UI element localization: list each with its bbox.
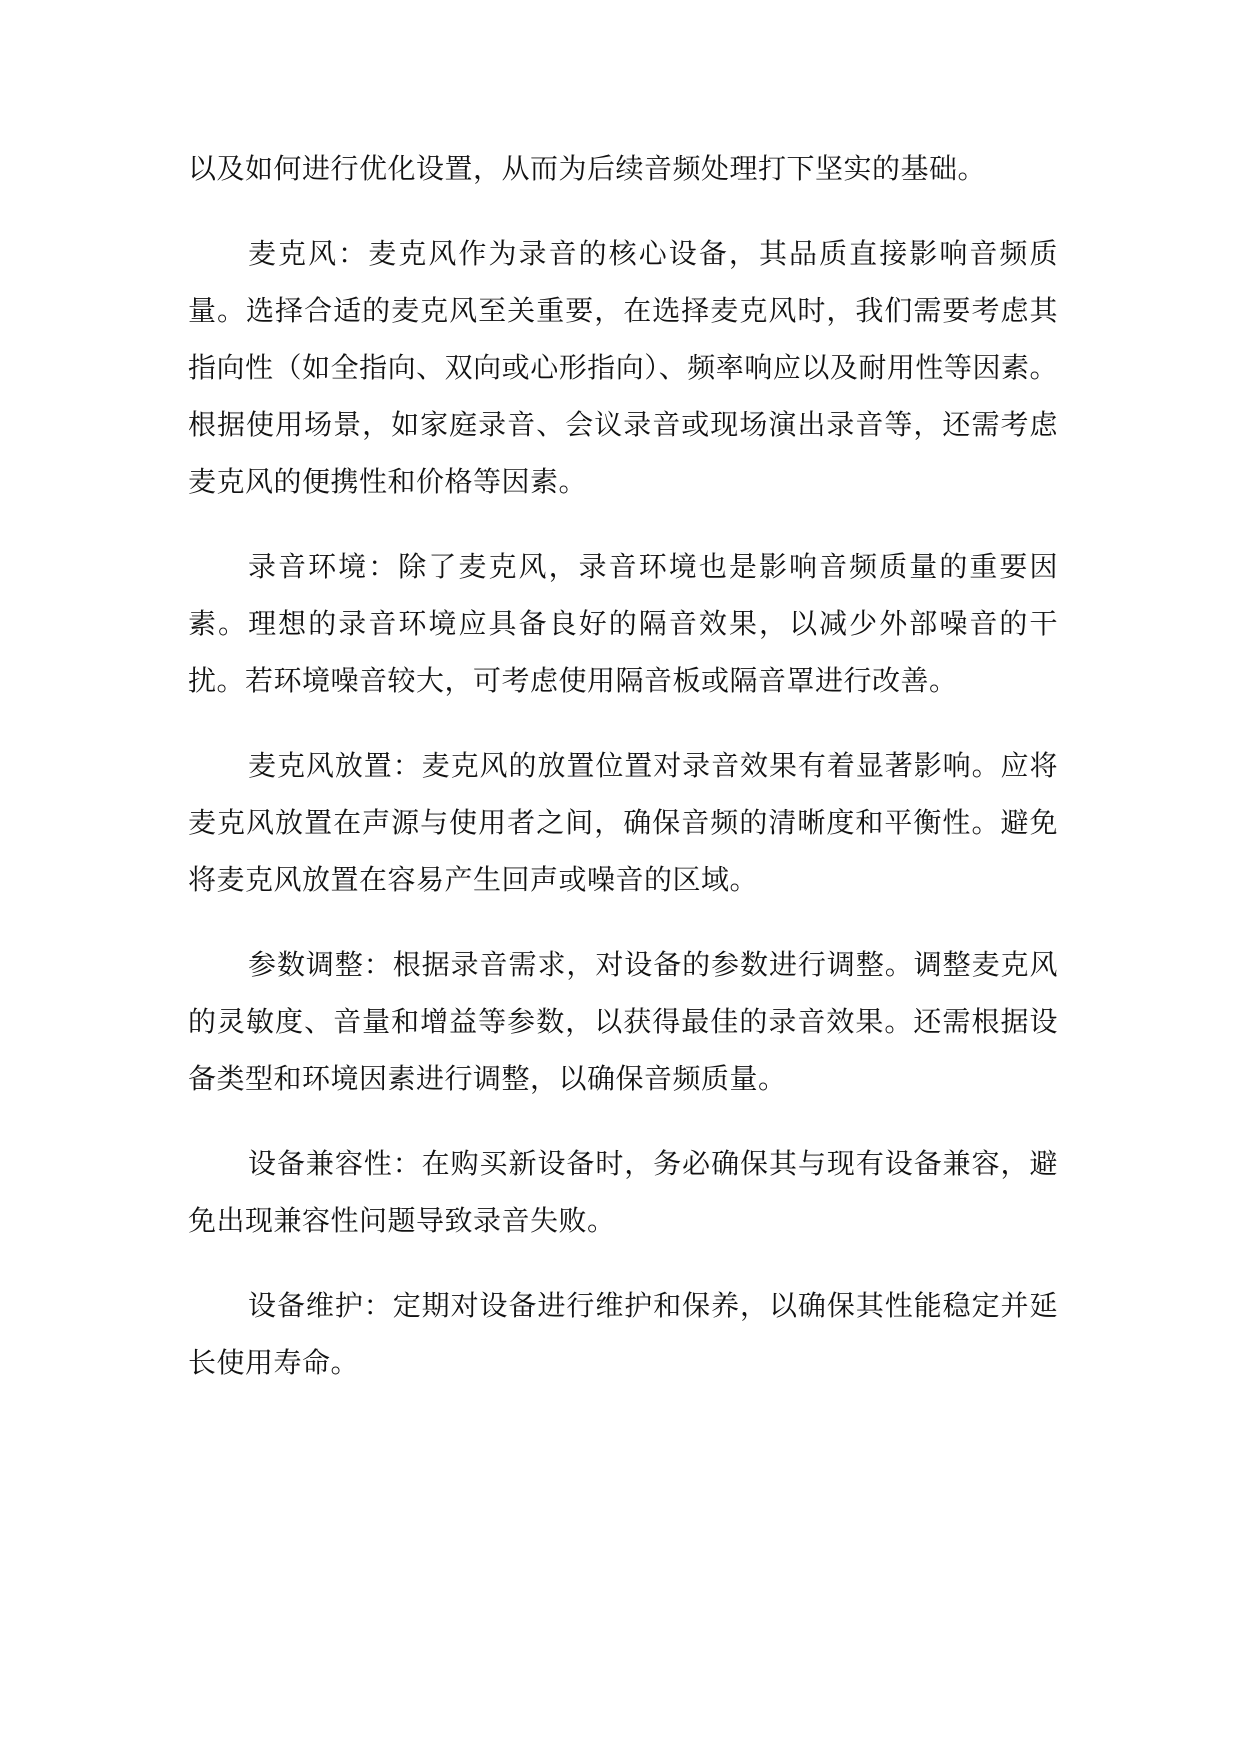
- document-body: [188, 140, 1058, 1391]
- paragraph-microphone-placement: 麦克风放置：麦克风的放置位置对录音效果有着显著影响。应将麦克风放置在声源与使用者之间，确保音频的清晰度和平衡性。避免将麦克风放置在容易产生回声或噪音的区域。: [188, 749, 1058, 896]
- paragraph-continuation: 以及如何进行优化设置，从而为后续音频处理打下坚实的基础。: [188, 152, 987, 185]
- paragraph-device-maintenance: 设备维护：定期对设备进行维护和保养，以确保其性能稳定并延长使用寿命。: [188, 1289, 1058, 1379]
- paragraph-recording-environment: 录音环境：除了麦克风，录音环境也是影响音频质量的重要因素。理想的录音环境应具备良好的隔音效果，以减少外部噪音的干扰。若环境噪音较大，可考虑使用隔音板或隔音罩进行改善。: [188, 550, 1058, 697]
- paragraph-parameter-adjustment: 参数调整：根据录音需求，对设备的参数进行调整。调整麦克风的灵敏度、音量和增益等参数，以获得最佳的录音效果。还需根据设备类型和环境因素进行调整，以确保音频质量。: [188, 948, 1058, 1095]
- paragraph-microphone: 麦克风：麦克风作为录音的核心设备，其品质直接影响音频质量。选择合适的麦克风至关重要，在选择麦克风时，我们需要考虑其指向性（如全指向、双向或心形指向）、频率响应以及耐用性等因素。根据使用场景，如家庭录音、会议录音或现场演出录音等，还需考虑麦克风的便携性和价格等因素。: [188, 237, 1058, 498]
- paragraph-device-compatibility: 设备兼容性：在购买新设备时，务必确保其与现有设备兼容，避免出现兼容性问题导致录音失败。: [188, 1147, 1058, 1237]
